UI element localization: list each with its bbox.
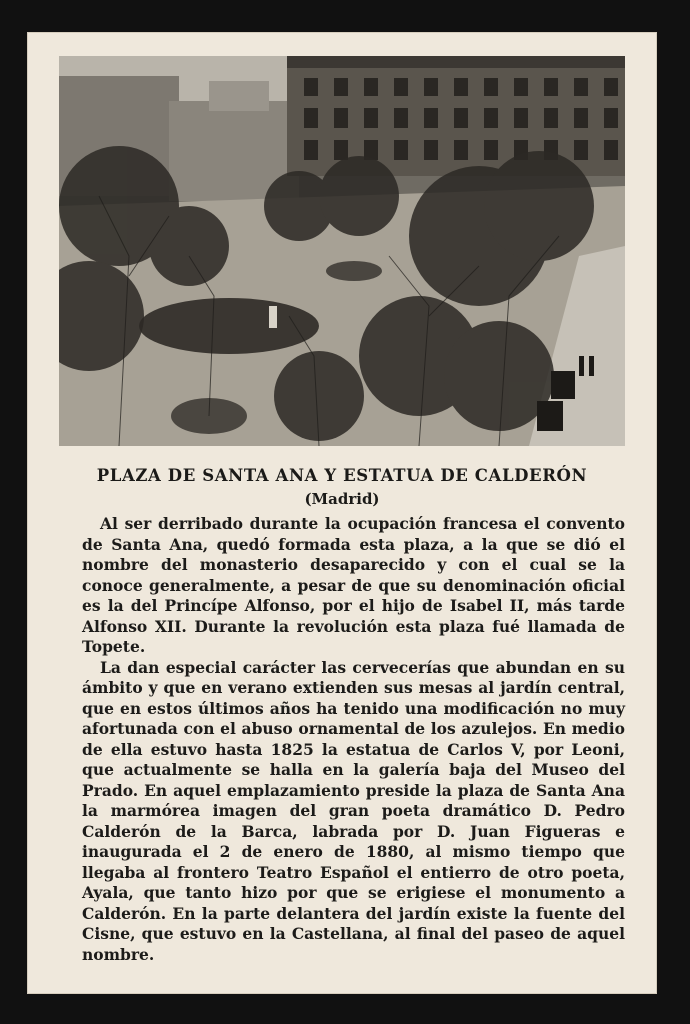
description-paragraph-1: Al ser derribado durante la ocupación francesa el convento de Santa Ana, quedó formada esta plaza, a la que se dió el nombre del monasterio desaparecido y con el cual se la conoce generalmente, a pesar de que su denominación oficial es la del Princípe Alfonso, por el hijo de Isabel II, más tarde Alfonso XII. Durante la revolución esta plaza fué llamada de Topete. — [82, 514, 625, 656]
postcard — [27, 32, 657, 994]
description-paragraph-2: La dan especial carácter las cervecerías que abundan en su ámbito y que en verano extienden sus mesas al jardín central, que en estos últimos años ha tenido una modificación no muy afortunada con el abuso ornamental de los azulejos. En medio de ella estuvo hasta 1825 la estatua de Carlos V, por Leoni, que actualmente se halla en la galería baja del Museo del Prado. En aquel emplazamiento preside la plaza de Santa Ana la marmórea imagen del gran poeta dramático D. Pedro Calderón de la Barca, labrada por D. Juan Figueras e inaugurada el 2 de enero de 1880, al mismo tiempo que llegaba al frontero Teatro Español el entierro de otro poeta, Ayala, que tanto hizo por que se erigiese el monumento a Calderón. En la parte delantera del jardín existe la fuente del Cisne, que estuvo en la Castellana, al final del paseo de aquel nombre. — [82, 657, 625, 964]
description-text — [82, 514, 625, 965]
postcard-title: PLAZA DE SANTA ANA Y ESTATUA DE CALDERÓN — [96, 466, 588, 485]
plaza-photograph — [59, 56, 625, 446]
postcard-subtitle: (Madrid) — [304, 490, 380, 508]
